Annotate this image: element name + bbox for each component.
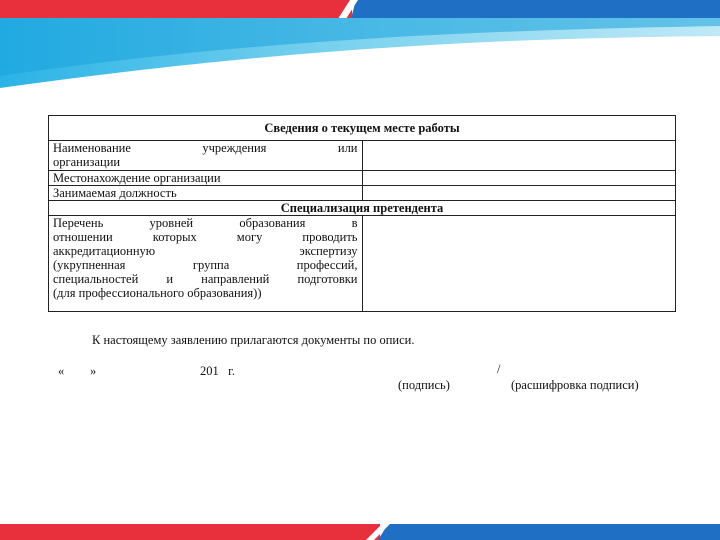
- date-quote-close: »: [90, 364, 97, 378]
- date-year: 201 г.: [200, 364, 235, 378]
- label-org-location: Местонахождение организации: [49, 171, 363, 186]
- section-title-specialization: Специализация претендента: [49, 201, 676, 216]
- label-levels-line2: отношении которых могу проводить: [53, 230, 358, 244]
- section-title-current-work: Сведения о текущем месте работы: [49, 116, 676, 141]
- application-form: [48, 115, 676, 312]
- label-levels-line6: (для профессионального образования)): [53, 286, 262, 300]
- field-org-name[interactable]: [362, 141, 676, 171]
- footer-blue-bar: [378, 524, 720, 540]
- label-org-name-line1: Наименование учреждения или: [53, 141, 358, 155]
- label-position: Занимаемая должность: [49, 186, 363, 201]
- field-position[interactable]: [362, 186, 676, 201]
- date-quote-open: «: [58, 364, 65, 378]
- label-levels-line1: Перечень уровней образования в: [53, 216, 358, 230]
- label-levels-line5: специальностей и направлений подготовки: [53, 272, 358, 286]
- field-org-location[interactable]: [362, 171, 676, 186]
- signature-label: (подпись): [398, 378, 450, 392]
- label-org-name-line2: организации: [53, 155, 121, 169]
- signature-slash: /: [497, 362, 501, 376]
- label-education-levels: [49, 216, 363, 312]
- work-info-table: [48, 115, 676, 312]
- footer-red-bar: [0, 524, 380, 540]
- field-education-levels[interactable]: [362, 216, 676, 312]
- signature-decoding-label: (расшифровка подписи): [511, 378, 639, 392]
- attachment-statement: К настоящему заявлению прилагаются документы по описи.: [92, 333, 415, 347]
- label-levels-line3: аккредитационную экспертизу: [53, 244, 358, 258]
- label-org-name: [49, 141, 363, 171]
- label-levels-line4: (укрупненная группа профессий,: [53, 258, 358, 272]
- header-swoosh: [0, 18, 720, 90]
